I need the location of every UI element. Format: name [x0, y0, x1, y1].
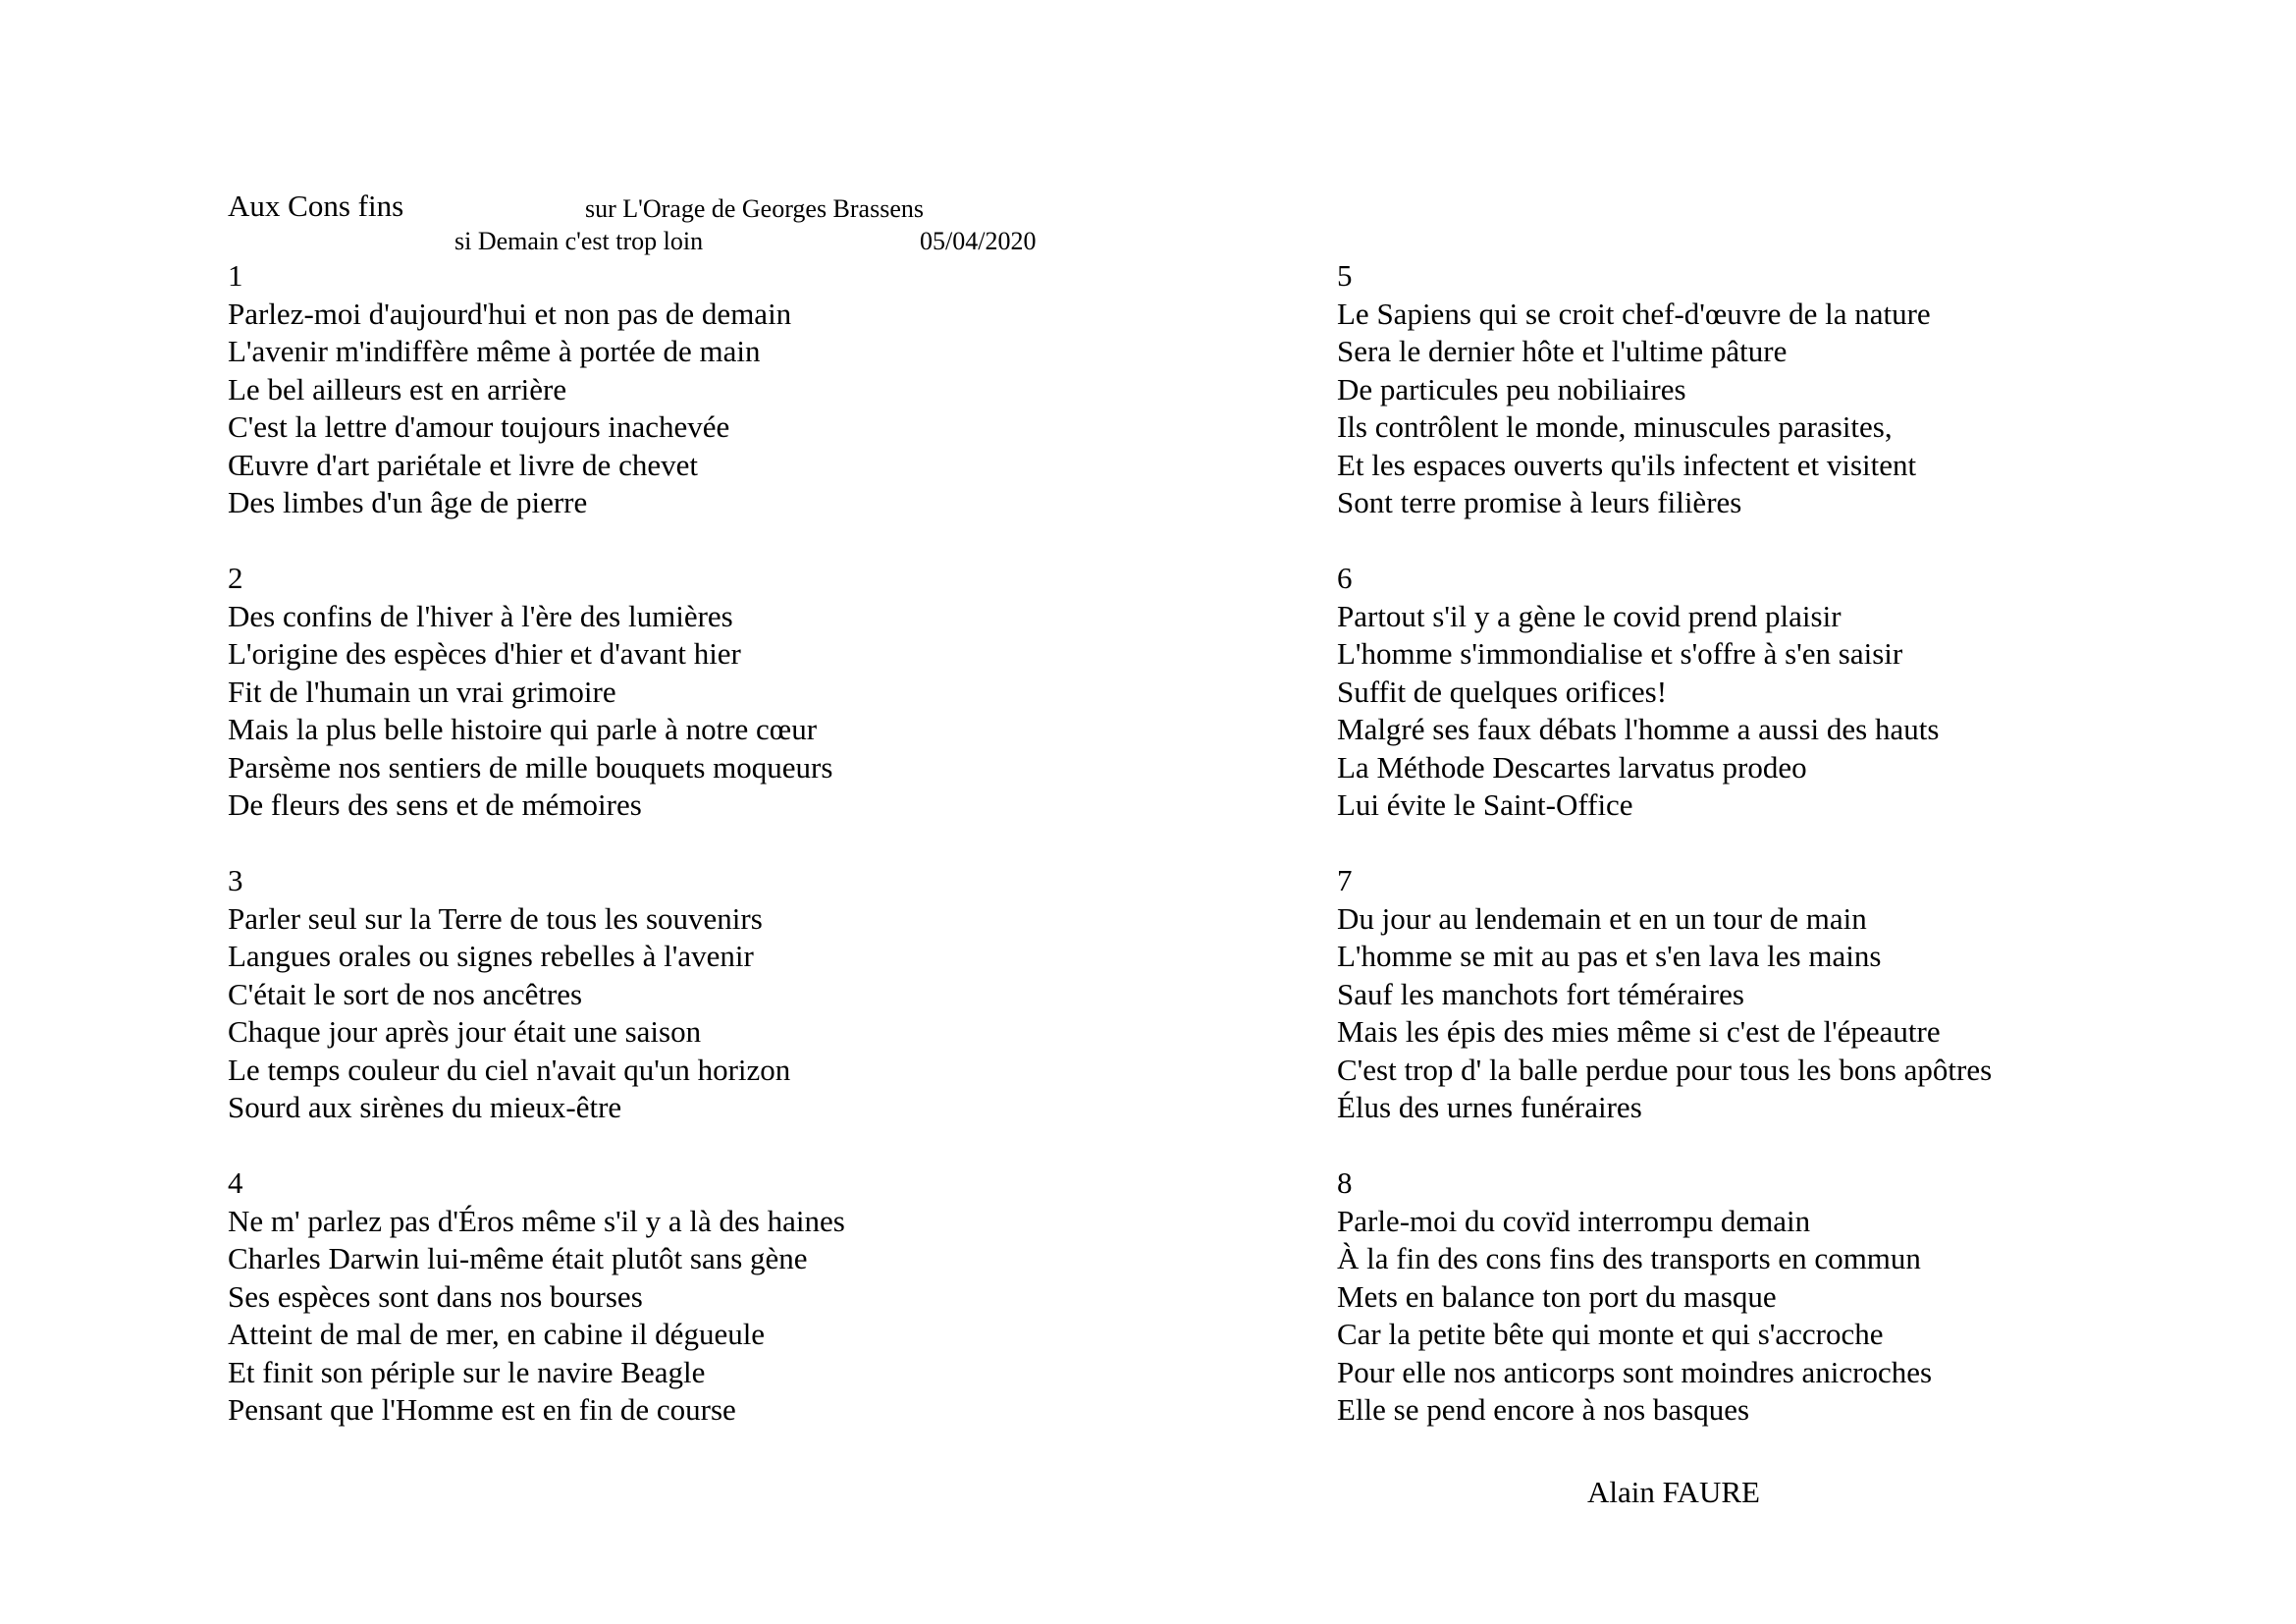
verse-line: Parsème nos sentiers de mille bouquets moqueurs — [228, 749, 833, 785]
verse-line: Le temps couleur du ciel n'avait qu'un horizon — [228, 1052, 791, 1087]
author-signature: Alain FAURE — [1587, 1475, 1760, 1509]
verse-line: Pensant que l'Homme est en fin de course — [228, 1392, 736, 1427]
verse-line: L'homme se mit au pas et s'en lava les mains — [1337, 939, 1882, 973]
verse-line: Car la petite bête qui monte et qui s'accroche — [1337, 1317, 1884, 1351]
verse-line: Parlez-moi d'aujourd'hui et non pas de demain — [228, 296, 792, 331]
verse-line: Pour elle nos anticorps sont moindres anicroches — [1337, 1354, 1933, 1389]
right-column — [1337, 257, 2220, 1467]
stanza-number: 2 — [228, 561, 243, 595]
verse-line: Le Sapiens qui se croit chef-d'œuvre de la nature — [1337, 296, 1931, 331]
stanza-5 — [1337, 257, 2220, 522]
stanza-number: 7 — [1337, 863, 1353, 897]
verse-line: Chaque jour après jour était une saison — [228, 1014, 702, 1049]
verse-line: Malgré ses faux débats l'homme a aussi des hauts — [1337, 712, 1940, 746]
verse-line: Langues orales ou signes rebelles à l'avenir — [228, 939, 754, 973]
verse-line: Atteint de mal de mer, en cabine il dégueule — [228, 1317, 766, 1351]
verse-line: Lui évite le Saint-Office — [1337, 787, 1633, 822]
verse-line: Elle se pend encore à nos basques — [1337, 1392, 1750, 1427]
verse-line: À la fin des cons fins des transports en commun — [1337, 1241, 1921, 1275]
verse-line: Œuvre d'art pariétale et livre de chevet — [228, 447, 698, 482]
verse-line: C'est la lettre d'amour toujours inachevée — [228, 409, 730, 444]
verse-line: Ne m' parlez pas d'Éros même s'il y a là des haines — [228, 1203, 845, 1238]
verse-line: L'avenir m'indiffère même à portée de main — [228, 334, 761, 368]
poem-subtitle: sur L'Orage de Georges Brassens — [585, 194, 924, 223]
stanza-7 — [1337, 862, 2220, 1127]
verse-line: De fleurs des sens et de mémoires — [228, 787, 642, 822]
verse-line: Charles Darwin lui-même était plutôt sans gène — [228, 1241, 808, 1275]
verse-line: Mais la plus belle histoire qui parle à notre cœur — [228, 712, 818, 746]
verse-line: Ses espèces sont dans nos bourses — [228, 1278, 643, 1314]
verse-line: Des limbes d'un âge de pierre — [228, 485, 588, 519]
verse-line: Le bel ailleurs est en arrière — [228, 371, 567, 406]
verse-line: Du jour au lendemain et en un tour de main — [1337, 900, 1867, 936]
verse-line: Fit de l'humain un vrai grimoire — [228, 674, 616, 709]
verse-line: L'homme s'immondialise et s'offre à s'en saisir — [1337, 636, 1903, 671]
stanza-8 — [1337, 1164, 2220, 1430]
verse-line: De particules peu nobiliaires — [1337, 371, 1686, 406]
verse-line: Mets en balance ton port du masque — [1337, 1278, 1777, 1314]
stanza-number: 8 — [1337, 1165, 1353, 1200]
stanza-number: 4 — [228, 1165, 243, 1200]
poem-subtitle-secondary: si Demain c'est trop loin — [454, 227, 704, 255]
verse-line: Suffit de quelques orifices! — [1337, 674, 1668, 709]
verse-line: Partout s'il y a gène le covid prend plaisir — [1337, 598, 1842, 633]
verse-line: C'est trop d' la balle perdue pour tous les bons apôtres — [1337, 1052, 1993, 1087]
verse-line: Parler seul sur la Terre de tous les souvenirs — [228, 900, 763, 936]
verse-line: Mais les épis des mies même si c'est de l'épeautre — [1337, 1014, 1941, 1049]
stanza-number: 6 — [1337, 561, 1353, 595]
verse-line: C'était le sort de nos ancêtres — [228, 976, 583, 1011]
stanza-number: 5 — [1337, 258, 1353, 293]
verse-line: Parle-moi du covïd interrompu demain — [1337, 1203, 1811, 1238]
verse-line: Et finit son périple sur le navire Beagle — [228, 1354, 706, 1389]
verse-line: Élus des urnes funéraires — [1337, 1090, 1642, 1124]
verse-line: Sont terre promise à leurs filières — [1337, 485, 1742, 519]
stanza-4 — [228, 1164, 1111, 1430]
verse-line: Des confins de l'hiver à l'ère des lumières — [228, 598, 733, 633]
verse-line: Sauf les manchots fort téméraires — [1337, 976, 1744, 1011]
stanza-number: 1 — [228, 258, 243, 293]
stanza-6 — [1337, 560, 2220, 825]
verse-line: Et les espaces ouverts qu'ils infectent et visitent — [1337, 447, 1917, 482]
stanza-1 — [228, 257, 1111, 522]
poem-title: Aux Cons fins — [228, 189, 404, 223]
verse-line: L'origine des espèces d'hier et d'avant hier — [228, 636, 741, 671]
left-column — [228, 257, 1111, 1467]
stanza-number: 3 — [228, 863, 243, 897]
verse-line: La Méthode Descartes larvatus prodeo — [1337, 749, 1807, 785]
verse-line: Sera le dernier hôte et l'ultime pâture — [1337, 334, 1788, 368]
verse-line: Ils contrôlent le monde, minuscules parasites, — [1337, 409, 1893, 444]
stanza-2 — [228, 560, 1111, 825]
stanza-3 — [228, 862, 1111, 1127]
verse-line: Sourd aux sirènes du mieux-être — [228, 1090, 622, 1124]
poem-date: 05/04/2020 — [920, 227, 1037, 255]
